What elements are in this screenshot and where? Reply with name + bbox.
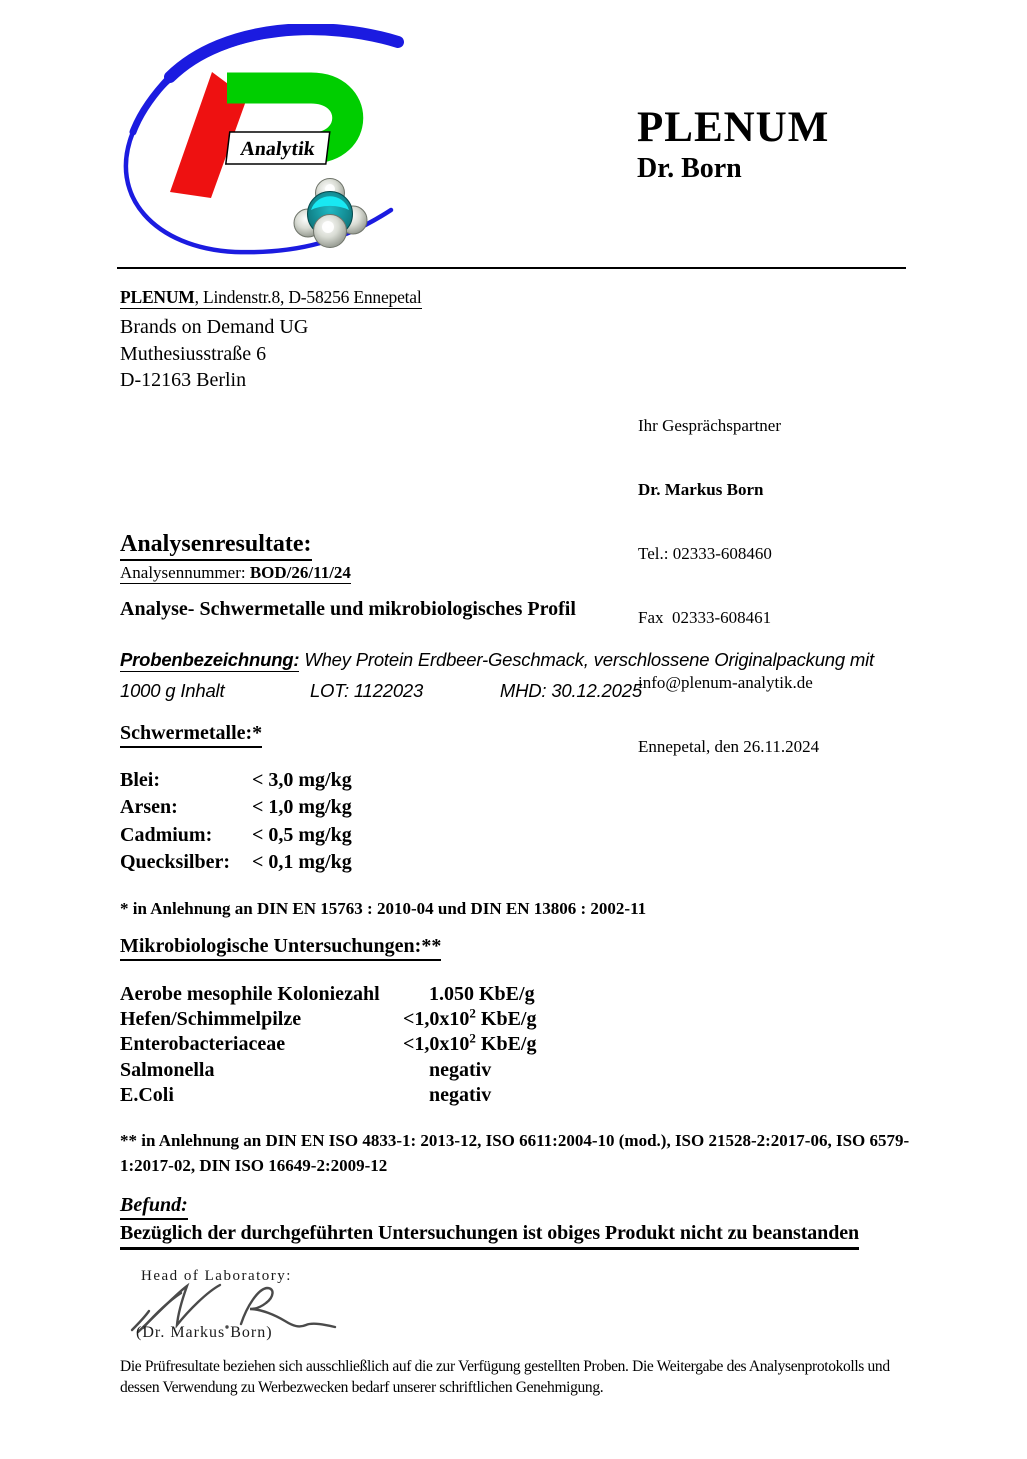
metal-name: Cadmium: [120,823,213,846]
recipient-address [120,314,308,394]
micro-row [120,1007,536,1032]
results-section [120,531,312,561]
micro-row [120,1058,536,1083]
metal-name: Quecksilber: [120,850,230,873]
brand-block [637,105,829,185]
micro-value: $<1,0x10^2$ KbE/g [403,1030,537,1056]
contact-email: info@plenum-analytik.de [638,672,813,692]
metals-row [120,767,352,794]
micro-row [120,982,536,1007]
micro-value: negativ [429,1058,492,1081]
micro-value: 1.050 KbE/g [429,983,535,1005]
micro-table [120,982,536,1108]
micro-analyte: Enterobacteriaceae [120,1033,286,1056]
metals-row [120,794,352,821]
micro-analyte: E.Coli [120,1083,174,1106]
contact-intro: Ihr Gesprächspartner [638,415,782,435]
metals-footnote: * in Anlehnung an DIN EN 15763 : 2010-04 und DIN EN 13806 : 2002-11 [120,899,647,918]
header-divider [117,267,906,269]
sample-text: Whey Protein Erdbeer-Geschmack, verschlossene Originalpackung mit [304,649,874,670]
befund-text: Bezüglich der durchgeführten Untersuchungen ist obiges Produkt nicht zu beanstanden [120,1222,859,1250]
contact-date: Ennepetal, den 26.11.2024 [638,736,820,756]
contact-block [638,372,819,800]
metal-value: < 0,1 mg/kg [252,850,352,873]
sample-mhd: MHD: 30.12.2025 [499,680,642,701]
metal-value: < 0,5 mg/kg [252,823,352,846]
metal-value: < 1,0 mg/kg [252,796,352,819]
metals-row [120,849,352,876]
contact-name: Dr. Markus Born [638,480,764,500]
plenum-analytik-logo [113,24,415,260]
sample-content: 1000 g Inhalt [120,680,225,701]
analysis-number-value: BOD/26/11/24 [249,563,351,582]
micro-footnote: ** in Anlehnung an DIN EN ISO 4833-1: 2013-12, ISO 6611:2004-10 (mod.), ISO 21528-2:2017-06, ISO 6579-1:2017-02, DIN ISO 16649-2:2009-12 [120,1131,910,1175]
molecule-icon [294,179,367,248]
sender-company: PLENUM [120,287,195,307]
micro-heading: Mikrobiologische Untersuchungen:** [120,935,441,961]
sample-description [120,644,915,706]
metals-row [120,822,352,849]
micro-row [120,1083,536,1108]
results-title: Analysenresultate: [120,531,312,561]
metals-heading: Schwermetalle:* [120,722,262,748]
befund-label: Befund: [120,1194,188,1220]
metal-name: Arsen: [120,796,178,819]
metal-name: Blei: [120,769,160,791]
recipient-line: Muthesiusstraße 6 [120,342,267,365]
signature-name: (Dr. Markus Born) [136,1324,273,1341]
analysis-title: Analyse- Schwermetalle und mikrobiologisches Profil [120,598,576,620]
micro-analyte: Aerobe mesophile Koloniezahl [120,983,380,1005]
sample-lot: LOT: 1122023 [309,680,424,701]
company-name: PLENUM [637,104,830,151]
sender-line [120,287,422,308]
analysis-number-line [120,563,351,583]
metal-value: < 3,0 mg/kg [252,769,352,791]
contact-tel: Tel.: 02333-608460 [638,544,772,564]
recipient-line: D-12163 Berlin [120,369,247,391]
micro-row [120,1032,536,1057]
metals-table [120,767,352,876]
signature-caption: Head of Laboratory: [141,1268,292,1284]
recipient-line: Brands on Demand UG [120,316,309,338]
analysis-number-label: Analysennummer: [120,563,246,582]
footer-disclaimer: Die Prüfresultate beziehen sich ausschließlich auf die zur Verfügung gestellten Proben. Die Weitergabe des Analysenprotokolls und dessen Verwendung zu Werbezwecken bedarf unserer schriftlichen Genehmigung. [120,1358,890,1396]
analytik-label: Analytik [239,138,317,160]
micro-analyte: Salmonella [120,1058,215,1081]
contact-fax: Fax 02333-608461 [638,608,772,628]
micro-analyte: Hefen/Schimmelpilze [120,1008,302,1031]
micro-value: negativ [429,1083,492,1106]
analytik-box [226,132,330,164]
sample-label: Probenbezeichnung: [120,649,300,670]
micro-value: $<1,0x10^2$ KbE/g [403,1005,537,1031]
sender-address: , Lindenstr.8, D-58256 Ennepetal [194,287,422,307]
company-subtitle: Dr. Born [637,153,742,185]
